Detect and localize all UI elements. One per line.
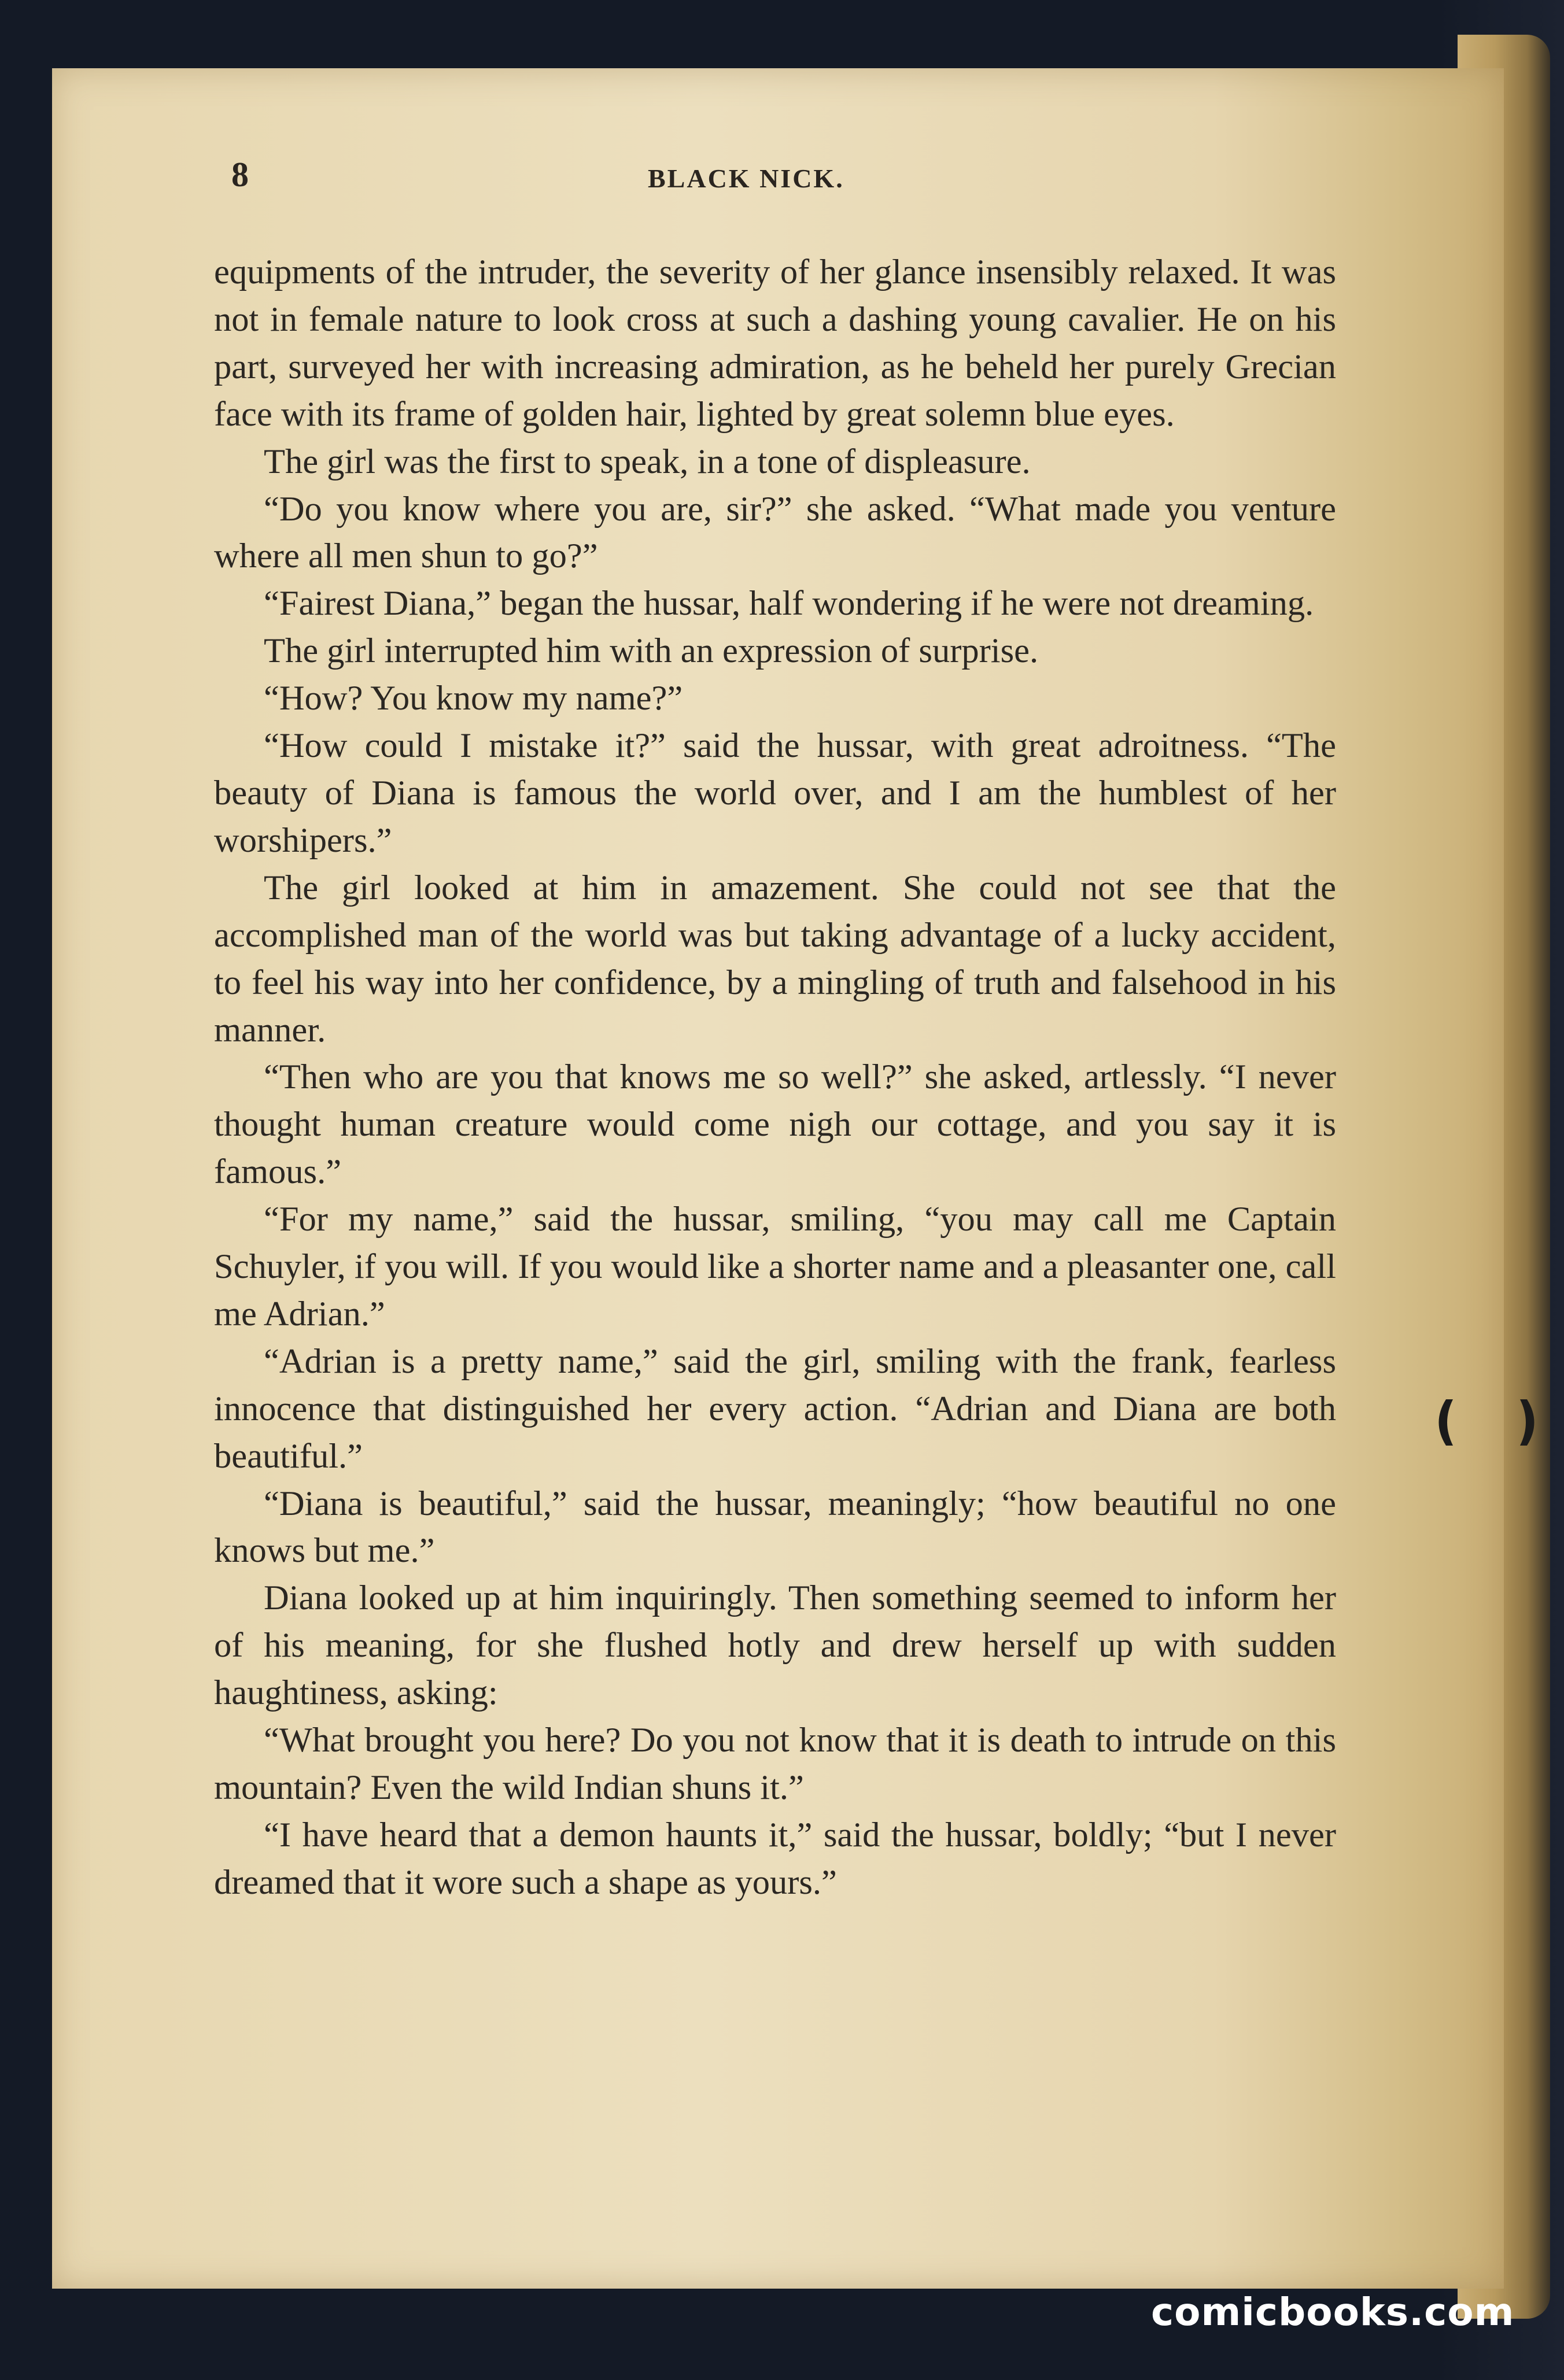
body-text — [214, 249, 1336, 1906]
paragraph: equipments of the intruder, the severity of her glance insensibly relaxed. It was not in female nature to look cross at such a dashing young cavalier. He on his part, surveyed her with increasing admiration, as he beheld her purely Grecian face with its frame of golden hair, lighted by great solemn blue eyes. — [214, 253, 1336, 434]
binding-staple-icon — [1429, 1388, 1544, 1457]
paragraph: “I have heard that a demon haunts it,” said the hussar, boldly; “but I never dreamed that it wore such a shape as yours.” — [214, 1815, 1336, 1902]
paragraph: “How? You know my name?” — [264, 679, 683, 718]
paragraph: Diana looked up at him inquiringly. Then something seemed to inform her of his meaning, for she flushed hotly and drew herself up with sudden haughtiness, asking: — [214, 1579, 1336, 1713]
paragraph: The girl was the first to speak, in a tone of displeasure. — [264, 442, 1031, 481]
paragraph: The girl looked at him in amazement. She could not see that the accomplished man of the world was but taking advantage of a lucky accident, to feel his way into her confidence, by a mingling of truth and falsehood in his manner. — [214, 868, 1336, 1049]
page-number: 8 — [231, 156, 249, 194]
paragraph: “How could I mistake it?” said the hussar, with great adroitness. “The beauty of Diana is famous the world over, and I am the humblest of her worshipers.” — [214, 726, 1336, 860]
site-watermark: comicbooks.com — [1151, 2290, 1515, 2334]
paragraph: “Adrian is a pretty name,” said the girl, smiling with the frank, fearless innocence that distinguished her every action. “Adrian and Diana are both beautiful.” — [214, 1341, 1336, 1476]
paragraph: “Then who are you that knows me so well?” she asked, artlessly. “I never thought human creature would come nigh our cottage, and you say it is famous.” — [214, 1058, 1336, 1192]
paragraph: “What brought you here? Do you not know that it is death to intrude on this mountain? Even the wild Indian shuns it.” — [214, 1721, 1336, 1807]
paragraph: “For my name,” said the hussar, smiling, “you may call me Captain Schuyler, if you will. If you would like a shorter name and a pleasanter one, call me Adrian.” — [214, 1200, 1336, 1333]
paragraph: The girl interrupted him with an expression of surprise. — [264, 631, 1039, 671]
running-head: BLACK NICK. — [648, 164, 844, 193]
paragraph: “Diana is beautiful,” said the hussar, meaningly; “how beautiful no one knows but me.” — [214, 1484, 1336, 1570]
paragraph: “Fairest Diana,” began the hussar, half wondering if he were not dreaming. — [264, 584, 1314, 623]
paragraph: “Do you know where you are, sir?” she asked. “What made you venture where all men shun to go?” — [214, 489, 1336, 576]
